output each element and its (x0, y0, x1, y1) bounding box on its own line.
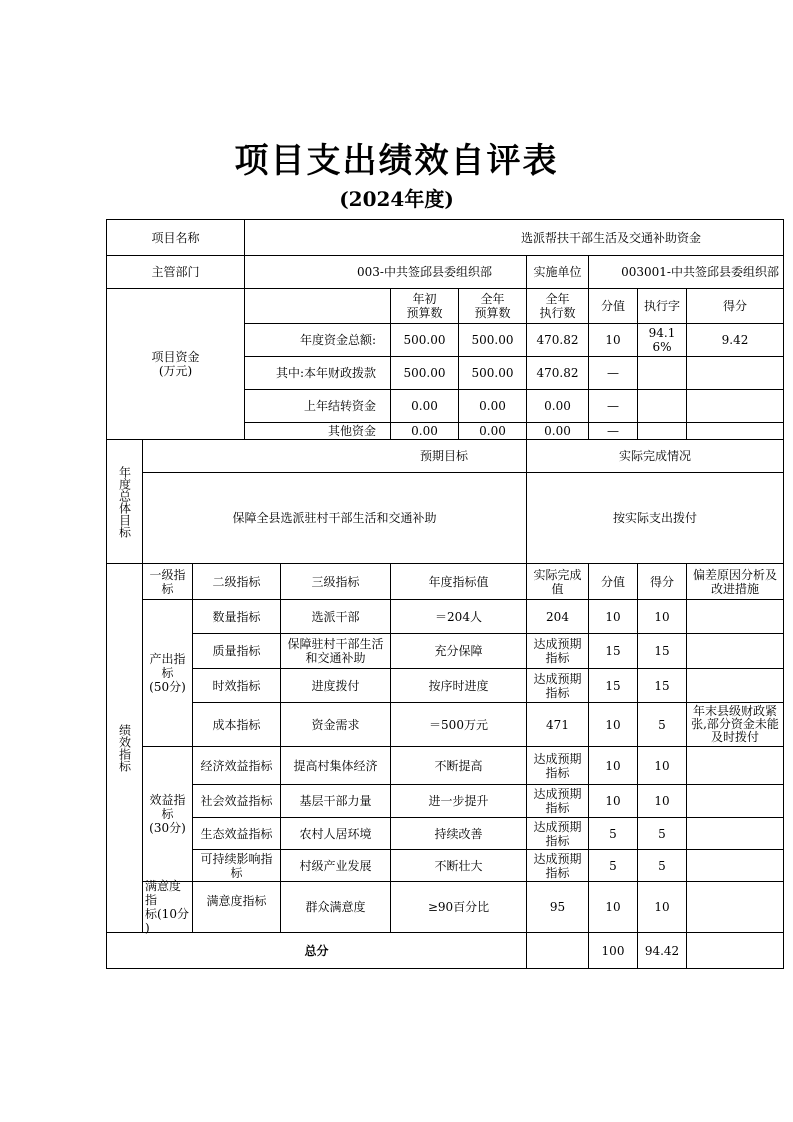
fund-row-initial: 0.00 (411, 424, 438, 438)
fund-row-label: 其中:本年财政拨款 (275, 366, 376, 380)
perf-value: 10 (605, 900, 621, 914)
fund-row-executed: 470.82 (536, 333, 579, 347)
header-level3: 三级指标 (311, 574, 360, 589)
perf-actual: 达成预期指标 (533, 851, 582, 880)
perf-l3: 提高村集体经济 (293, 758, 378, 773)
fund-row-rate (638, 357, 686, 389)
perf-l2: 时效指标 (212, 678, 261, 693)
perf-l3: 村级产业发展 (299, 858, 372, 873)
perf-value: 5 (609, 826, 617, 841)
fund-row-score (687, 357, 783, 389)
fund-row-full: 0.00 (479, 424, 506, 438)
header-perf-score: 得分 (649, 574, 674, 589)
fund-row-label: 上年结转资金 (303, 399, 376, 413)
perf-reason (687, 785, 783, 817)
perf-l3: 选派干部 (311, 609, 360, 624)
perf-l3: 资金需求 (311, 717, 360, 732)
fund-row-value: — (607, 366, 619, 380)
perf-score: 10 (654, 794, 670, 808)
fund-row-initial: 0.00 (411, 399, 438, 413)
perf-l2: 满意度指标 (206, 894, 267, 908)
fund-row-rate (638, 423, 686, 439)
fund-row-initial: 500.00 (403, 333, 446, 347)
header-score-value: 分值 (600, 299, 625, 313)
perf-l2: 数量指标 (212, 609, 261, 624)
perf-l2: 生态效益指标 (200, 826, 273, 841)
expected-goal-header: 预期目标 (419, 449, 468, 463)
perf-annual: 按序时进度 (428, 678, 489, 693)
perf-value: 10 (605, 794, 621, 808)
fund-row-score (687, 390, 783, 422)
perf-l3: 保障驻村干部生活和交通补助 (287, 637, 384, 665)
perf-actual: 达成预期指标 (533, 671, 582, 700)
fund-row-value: — (607, 399, 619, 413)
funds-label-line1: 项目资金 (151, 350, 200, 364)
fund-row-value: 10 (605, 333, 621, 347)
header-annual-value: 年度指标值 (428, 574, 489, 589)
perf-l3: 农村人居环境 (299, 826, 372, 841)
dept-label: 主管部门 (151, 265, 200, 279)
perf-side-label: 绩效指标 (117, 724, 132, 772)
perf-annual: ≥90百分比 (427, 900, 490, 914)
header-level1: 一级指标 (149, 567, 186, 596)
fund-row-initial: 500.00 (403, 366, 446, 380)
actual-goal-header: 实际完成情况 (618, 449, 691, 463)
perf-reason (687, 882, 783, 932)
perf-actual: 204 (546, 609, 569, 624)
header-executed: 全年 执行数 (539, 292, 576, 320)
perf-score: 5 (658, 717, 666, 732)
perf-annual: 充分保障 (434, 644, 483, 658)
perf-value: 10 (605, 717, 621, 732)
perf-l3: 进度拨付 (311, 678, 360, 693)
perf-value: 10 (605, 609, 621, 624)
perf-reason (687, 747, 783, 784)
perf-value: 15 (605, 644, 621, 658)
fund-row-full: 500.00 (471, 366, 514, 380)
perf-annual: ＝204人 (435, 609, 482, 624)
perf-score: 5 (658, 826, 666, 841)
perf-l2: 社会效益指标 (200, 794, 273, 808)
fund-row-executed: 0.00 (544, 424, 571, 438)
perf-reason (687, 850, 783, 881)
perf-value: 5 (609, 858, 617, 873)
fund-row-rate: 94.16% (648, 326, 676, 354)
perf-actual: 达成预期指标 (533, 787, 582, 815)
perf-l2: 可持续影响指标 (200, 851, 273, 880)
fund-row-value: — (607, 424, 619, 438)
fund-row-full: 500.00 (471, 333, 514, 347)
perf-reason (687, 669, 783, 702)
perf-l3: 基层干部力量 (299, 794, 372, 808)
fund-row-rate (638, 390, 686, 422)
perf-value: 10 (605, 758, 621, 773)
header-actual-value: 实际完成值 (533, 567, 582, 596)
total-score: 94.42 (644, 943, 680, 958)
dept-value: 003-中共签邱县委组织部 (357, 265, 492, 279)
perf-reason (687, 818, 783, 849)
group-satisfaction: 满意度指 标(10分 ) (145, 879, 189, 935)
perf-l2: 经济效益指标 (200, 758, 273, 773)
perf-annual: ＝500万元 (429, 717, 488, 732)
page-title: 项目支出绩效自评表 (234, 141, 559, 181)
perf-value: 15 (605, 678, 621, 693)
perf-actual: 达成预期指标 (533, 819, 582, 848)
fund-row-score (687, 423, 783, 439)
perf-score: 15 (654, 644, 670, 658)
perf-score: 5 (658, 858, 666, 873)
perf-score: 10 (654, 900, 670, 914)
perf-reason (687, 634, 783, 668)
group-output: 产出指标 (50分) (149, 652, 186, 694)
perf-l2: 质量指标 (212, 644, 261, 658)
group-benefit: 效益指标 (30分) (149, 793, 186, 835)
total-label: 总分 (304, 943, 329, 958)
perf-actual: 达成预期指标 (533, 637, 582, 665)
fund-row-executed: 470.82 (536, 366, 579, 380)
header-full-budget: 全年 预算数 (474, 292, 511, 320)
impl-label: 实施单位 (533, 265, 582, 279)
fund-row-full: 0.00 (479, 399, 506, 413)
perf-annual: 进一步提升 (428, 794, 489, 808)
fund-row-label: 年度资金总额: (299, 333, 376, 347)
fund-row-executed: 0.00 (544, 399, 571, 413)
header-level2: 二级指标 (212, 574, 261, 589)
header-exec-rate: 执行字 (643, 299, 680, 313)
perf-score: 10 (654, 609, 670, 624)
fund-row-score: 9.42 (721, 333, 749, 347)
perf-score: 10 (654, 758, 670, 773)
total-value: 100 (601, 943, 625, 958)
perf-actual: 达成预期指标 (533, 751, 582, 780)
perf-reason: 年末县级财政紧张,部分资金未能及时拨付 (691, 704, 779, 744)
perf-annual: 不断壮大 (434, 858, 483, 873)
annual-goals-side-label: 年度总体目标 (117, 465, 132, 538)
page-subtitle: (2024年度) (339, 187, 454, 211)
header-perf-value: 分值 (600, 574, 625, 589)
perf-actual: 95 (549, 900, 566, 914)
perf-annual: 持续改善 (434, 826, 483, 841)
perf-l3: 群众满意度 (305, 900, 366, 914)
perf-l2: 成本指标 (212, 717, 261, 732)
perf-annual: 不断提高 (434, 758, 483, 773)
project-name-label: 项目名称 (151, 230, 200, 245)
header-score: 得分 (722, 299, 747, 313)
fund-row-label: 其他资金 (327, 424, 376, 438)
funds-label-line2: (万元) (158, 364, 193, 378)
perf-reason (687, 600, 783, 633)
header-deviation-reason: 偏差原因分析及改进措施 (692, 567, 777, 596)
perf-score: 15 (654, 678, 670, 693)
impl-value: 003001-中共签邱县委组织部 (621, 265, 779, 279)
header-initial-budget: 年初 预算数 (406, 292, 443, 320)
perf-actual: 471 (546, 717, 569, 732)
expected-goal-text: 保障全县选派驻村干部生活和交通补助 (232, 511, 437, 525)
project-name-value: 选派帮扶干部生活及交通补助资金 (520, 230, 701, 245)
actual-goal-text: 按实际支出拨付 (612, 511, 697, 525)
funds-label (107, 289, 244, 439)
